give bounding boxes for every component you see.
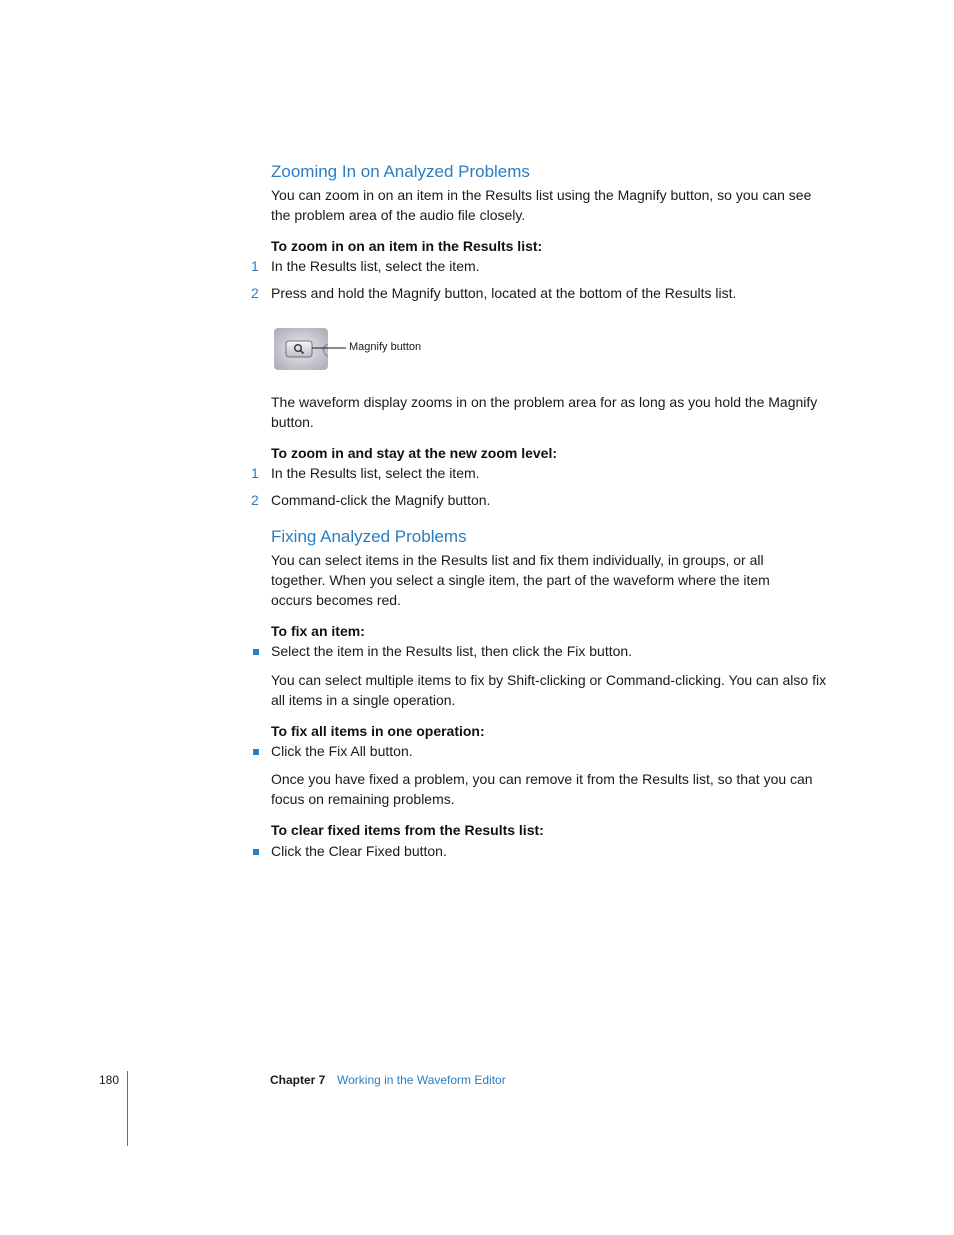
step-number: 1 bbox=[251, 258, 259, 274]
after-figure-text: The waveform display zooms in on the problem area for as long as you hold the Magnify button. bbox=[271, 394, 818, 430]
task-note: You can select multiple items to fix by Shift-clicking or Command-clicking. You can also fix all items in a single operation. bbox=[271, 672, 827, 708]
step-number: 1 bbox=[251, 465, 259, 481]
bullet-text: Select the item in the Results list, then click the Fix button. bbox=[271, 643, 633, 659]
task-note: Once you have fixed a problem, you can remove it from the Results list, so that you can focus on remaining problems. bbox=[271, 771, 813, 807]
step-number: 2 bbox=[251, 492, 259, 508]
bullet-marker bbox=[253, 649, 259, 655]
footer-chapter-title: Working in the Waveform Editor bbox=[337, 1073, 506, 1087]
section-heading-fixing: Fixing Analyzed Problems bbox=[271, 527, 467, 546]
footer-divider bbox=[127, 1071, 128, 1146]
step-text: Command-click the Magnify button. bbox=[271, 492, 491, 508]
section-heading-zooming: Zooming In on Analyzed Problems bbox=[271, 162, 530, 181]
bullet-text: Click the Clear Fixed button. bbox=[271, 843, 447, 859]
step-text: Press and hold the Magnify button, located at the bottom of the Results list. bbox=[271, 285, 737, 301]
step-number: 2 bbox=[251, 285, 259, 301]
bullet-marker bbox=[253, 849, 259, 855]
figure-callout-label: Magnify button bbox=[349, 341, 422, 353]
magnify-button-figure bbox=[272, 326, 332, 372]
page-number: 180 bbox=[99, 1073, 120, 1087]
step-text: In the Results list, select the item. bbox=[271, 258, 480, 274]
bullet-marker bbox=[253, 749, 259, 755]
section-intro-fixing: You can select items in the Results list and fix them individually, in groups, or all together. When you select a single item, the part of the waveform where the item occurs becomes red. bbox=[271, 552, 770, 608]
task-lead-fix-all: To fix all items in one operation: bbox=[271, 723, 485, 739]
footer-chapter: Chapter 7 bbox=[270, 1073, 326, 1087]
step-text: In the Results list, select the item. bbox=[271, 465, 480, 481]
task-lead-clear-fixed: To clear fixed items from the Results list: bbox=[271, 822, 544, 838]
task-lead-fix-item: To fix an item: bbox=[271, 623, 365, 639]
task-lead-zoom-item: To zoom in on an item in the Results list: bbox=[271, 238, 543, 254]
section-intro-zooming: You can zoom in on an item in the Results list using the Magnify button, so you can see the problem area of the audio file closely. bbox=[271, 187, 812, 223]
bullet-text: Click the Fix All button. bbox=[271, 743, 413, 759]
task-lead-stay-zoom: To zoom in and stay at the new zoom level: bbox=[271, 445, 558, 461]
